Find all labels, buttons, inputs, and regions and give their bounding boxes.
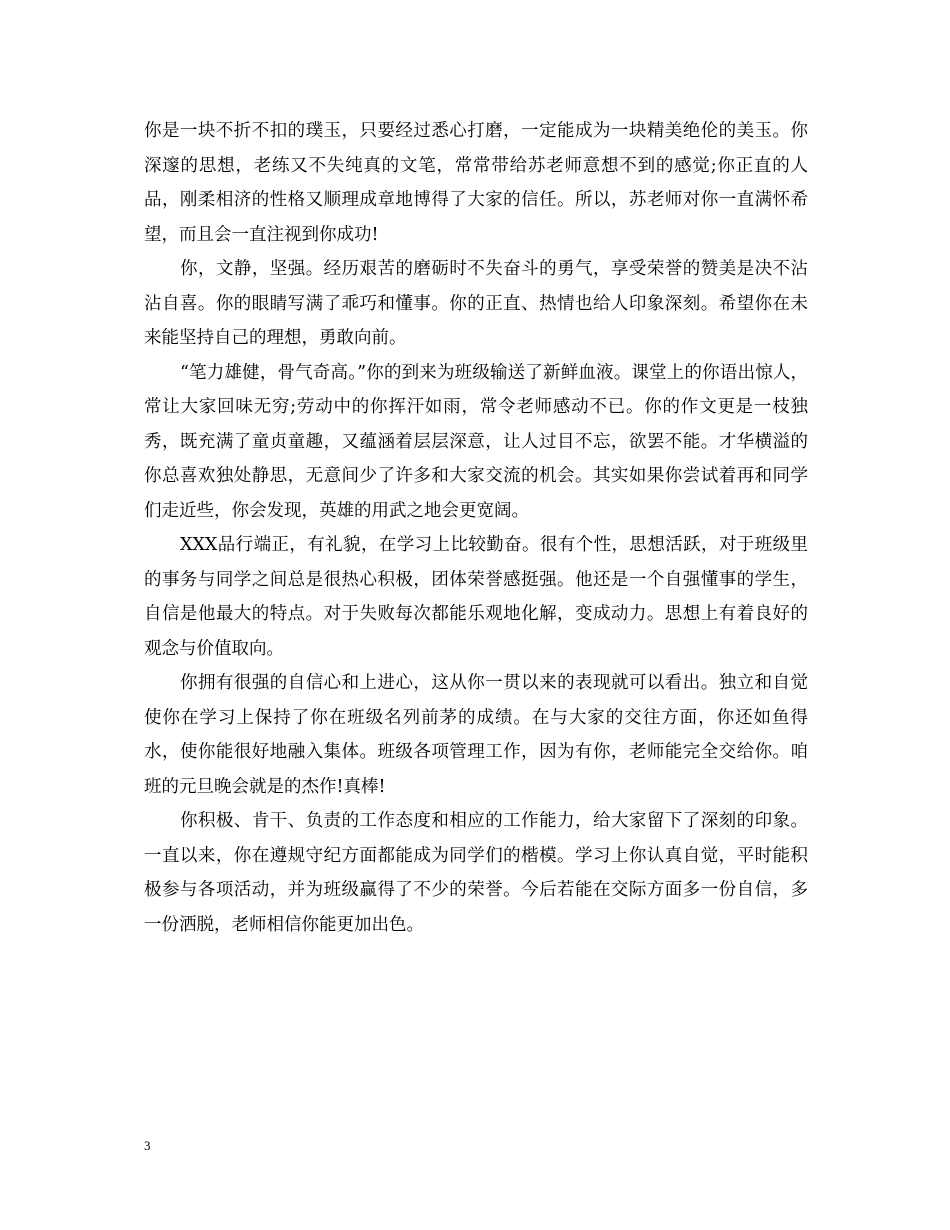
document-body [144,114,808,942]
paragraph-5: 你拥有很强的自信心和上进心，这从你一贯以来的表现就可以看出。独立和自觉使你在学习上保持了你在班级名列前茅的成绩。在与大家的交往方面，你还如鱼得水，使你能很好地融入集体。班级各项管理工作，因为有你，老师能完全交给你。咱班的元旦晚会就是的杰作!真棒! [144,673,808,797]
paragraph-6: 你积极、肯干、负责的工作态度和相应的工作能力，给大家留下了深刻的印象。一直以来，你在遵规守纪方面都能成为同学们的楷模。学习上你认真自觉，平时能积极参与各项活动，并为班级赢得了不少的荣誉。今后若能在交际方面多一份自信，多一份洒脱，老师相信你能更加出色。 [144,811,808,935]
paragraph-3: “笔力雄健，骨气奇高。”你的到来为班级输送了新鲜血液。课堂上的你语出惊人，常让大家回味无穷;劳动中的你挥汗如雨，常令老师感动不已。你的作文更是一枝独秀，既充满了童贞童趣，又蕴涵着层层深意，让人过目不忘，欲罢不能。才华横溢的你总喜欢独处静思，无意间少了许多和大家交流的机会。其实如果你尝试着再和同学们走近些，你会发现，英雄的用武之地会更宽阔。 [144,362,808,521]
paragraph-4: XXX品行端正，有礼貌，在学习上比较勤奋。很有个性，思想活跃，对于班级里的事务与同学之间总是很热心积极，团体荣誉感挺强。他还是一个自强懂事的学生，自信是他最大的特点。对于失败每次都能乐观地化解，变成动力。思想上有着良好的观念与价值取向。 [144,535,808,659]
paragraph-2: 你，文静，坚强。经历艰苦的磨砺时不失奋斗的勇气，享受荣誉的赞美是决不沾沾自喜。你的眼睛写满了乖巧和懂事。你的正直、热情也给人印象深刻。希望你在未来能坚持自己的理想，勇敢向前。 [144,259,808,348]
paragraph-1: 你是一块不折不扣的璞玉，只要经过悉心打磨，一定能成为一块精美绝伦的美玉。你深邃的思想，老练又不失纯真的文笔，常常带给苏老师意想不到的感觉;你正直的人品，刚柔相济的性格又顺理成章地博得了大家的信任。所以，苏老师对你一直满怀希望，而且会一直注视到你成功! [144,121,808,245]
page-number: 3 [144,1138,151,1153]
